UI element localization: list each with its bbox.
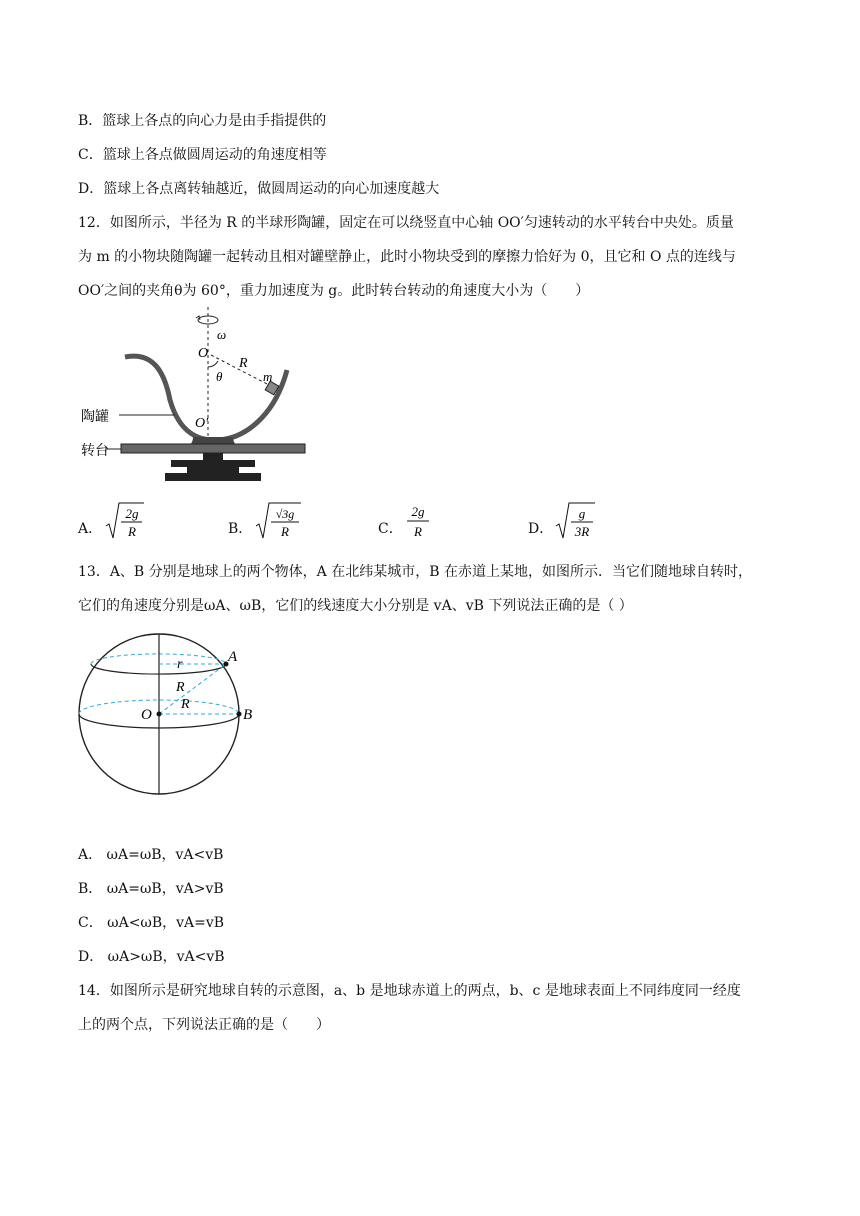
q14-stem-line1: 14．如图所示是研究地球自转的示意图，a、b 是地球赤道上的两点，b、c 是地球表面上不同纬度同一经度 xyxy=(78,983,741,999)
q12-stem-line3: OO′之间的夹角θ为 60°，重力加速度为 g。此时转台转动的角速度大小为（ ） xyxy=(78,283,590,299)
a-label: A xyxy=(228,649,238,665)
pot-turntable-figure xyxy=(75,305,315,490)
q12-option-a-label: A． xyxy=(78,521,103,537)
b-label: B xyxy=(243,707,253,723)
q13-stem-line2: 它们的角速度分别是ωA、ωB，它们的线速度大小分别是 vA、vB 下列说法正确的是（ ） xyxy=(78,598,633,614)
point-b xyxy=(237,712,242,717)
turntable xyxy=(121,444,305,453)
m-label: m xyxy=(263,369,273,384)
o-label: O xyxy=(198,346,209,361)
q12-stem-line2: 为 m 的小物块随陶罐一起转动且相对罐壁静止，此时小物块受到的摩擦力恰好为 0，且它和 O 点的连线与 xyxy=(78,249,736,265)
svg-text:2g: 2g xyxy=(411,504,425,519)
r-label: R xyxy=(239,356,248,371)
svg-text:2g: 2g xyxy=(125,506,139,521)
theta-label: θ xyxy=(216,369,223,384)
r-small-label: r xyxy=(177,657,183,672)
q12-option-b-label: B． xyxy=(228,521,253,537)
turntable-label: 转台 xyxy=(81,443,109,459)
omega-label: ω xyxy=(217,327,227,342)
svg-text:R: R xyxy=(128,524,136,539)
q11-option-d: D．篮球上各点离转轴越近，做圆周运动的向心加速度越大 xyxy=(78,181,440,197)
svg-text:g: g xyxy=(578,506,586,521)
q12-option-c-label: C． xyxy=(378,521,403,537)
svg-text:R: R xyxy=(281,524,289,539)
q12-option-a-formula xyxy=(104,500,144,544)
q13-option-c: C． ωA<ωB，vA=vB xyxy=(78,915,225,931)
earth-figure xyxy=(75,628,270,798)
q13-option-d: D． ωA>ωB，vA<vB xyxy=(78,949,225,965)
svg-text:3R: 3R xyxy=(574,524,590,539)
r-label-2: R xyxy=(181,697,190,712)
q13-option-b: B． ωA=ωB，vA>vB xyxy=(78,881,224,897)
q12-stem-line1: 12．如图所示，半径为 R 的半球形陶罐，固定在可以绕竖直中心轴 OO′匀速转动的水平转台中央处。质量 xyxy=(78,215,734,231)
q13-option-a: A． ωA=ωB，vA<vB xyxy=(78,847,224,863)
r-label-1: R xyxy=(176,680,185,695)
svg-text:√3g: √3g xyxy=(275,507,295,521)
svg-text:R: R xyxy=(414,524,422,539)
q12-option-d-label: D． xyxy=(528,521,554,537)
o-prime-label: O′ xyxy=(195,416,209,431)
q13-stem-line1: 13．A、B 分别是地球上的两个物体，A 在北纬某城市，B 在赤道上某地，如图所示．当它们随地球自转时， xyxy=(78,564,752,580)
center-o xyxy=(157,712,162,717)
q12-options xyxy=(78,500,778,550)
q11-option-b: B．篮球上各点的向心力是由手指提供的 xyxy=(78,113,327,129)
q11-option-c: C．篮球上各点做圆周运动的角速度相等 xyxy=(78,147,327,163)
q12-option-d-formula xyxy=(554,500,596,544)
stand xyxy=(165,473,261,481)
q12-option-c-formula xyxy=(404,500,434,544)
q12-option-b-formula xyxy=(254,500,302,544)
q14-stem-line2: 上的两个点，下列说法正确的是（ ） xyxy=(78,1017,330,1033)
pot-label: 陶罐 xyxy=(81,409,109,425)
o-center-label: O xyxy=(141,707,152,723)
